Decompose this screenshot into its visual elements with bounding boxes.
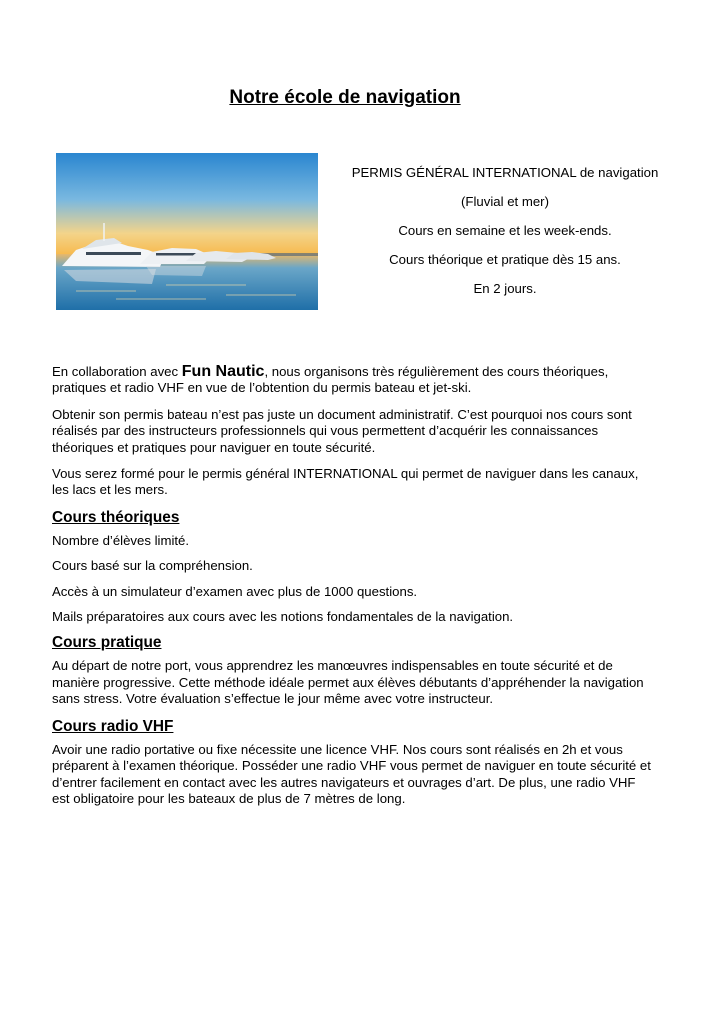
info-waters-line: (Fluvial et mer): [461, 194, 549, 209]
vhf-paragraph: Avoir une radio portative ou fixe nécessite une licence VHF. Nos cours sont réalisés en 2h et vous préparent à l’examen théorique. Posséder une radio VHF vous permet de naviguer en toute sécurité et d’entrer facilement en contact avec les autres navigateurs et ouvrages d’art. De plus, une radio VHF est obligatoire pour les bateaux de plus de 7 mètres de long.: [52, 741, 651, 806]
theory-item: Mails préparatoires aux cours avec les notions fondamentales de la navigation.: [52, 609, 514, 625]
info-schedule-line: Cours en semaine et les week-ends.: [398, 223, 612, 238]
marina-sunset-photo: [56, 153, 318, 310]
practice-heading: Cours pratique: [52, 634, 162, 652]
license-scope-paragraph: Vous serez formé pour le permis général INTERNATIONAL qui permet de naviguer dans les canaux, les lacs et les mers.: [52, 466, 639, 498]
theory-heading: Cours théoriques: [52, 508, 180, 526]
page-title: Notre école de navigation: [229, 87, 461, 108]
theory-item: Nombre d’élèves limité.: [52, 532, 190, 548]
vhf-heading: Cours radio VHF: [52, 717, 174, 735]
instructors-paragraph: Obtenir son permis bateau n’est pas juste un document administratif. C’est pourquoi nos cours sont réalisés par des instructeurs professionnels qui vous permettent d’acquérir les connaissances théoriques et pratiques pour naviguer en toute sécurité.: [52, 406, 632, 455]
info-age-line: Cours théorique et pratique dès 15 ans.: [389, 252, 621, 267]
intro-text-before: En collaboration avec: [52, 364, 182, 379]
theory-item: Cours basé sur la compréhension.: [52, 558, 253, 574]
info-license-line: PERMIS GÉNÉRAL INTERNATIONAL de navigation: [351, 165, 659, 180]
info-duration-line: En 2 jours.: [473, 281, 537, 296]
marina-sunset-svg: [56, 153, 318, 310]
intro-paragraph: [52, 364, 652, 397]
brand-name: Fun Nautic: [181, 363, 265, 380]
practice-paragraph: Au départ de notre port, vous apprendrez les manœuvres indispensables en toute sécurité et de manière progressive. Cette méthode idéale permet aux élèves débutants d’appréhender la navigation sans stress. Votre évaluation s’effectue le jour même avec votre instructeur.: [52, 658, 644, 707]
course-info-block: [325, 164, 685, 309]
main-content: [52, 364, 652, 817]
theory-item: Accès à un simulateur d’examen avec plus de 1000 questions.: [52, 583, 418, 599]
intro-text-after: , nous organisons très régulièrement des cours théoriques, pratiques et radio VHF en vue de l’obtention du permis bateau et jet-ski.: [52, 364, 609, 396]
